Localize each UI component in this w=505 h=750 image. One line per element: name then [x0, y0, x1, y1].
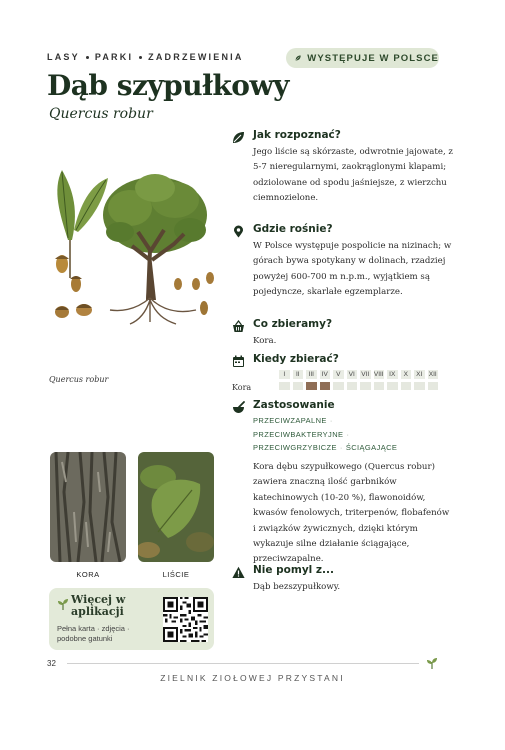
section-when [232, 353, 452, 369]
month-label: IV [319, 369, 332, 380]
leaf-icon [295, 53, 301, 63]
separator-dot [86, 56, 89, 59]
month-labels [278, 369, 439, 380]
harvest-row-label: Kora [232, 383, 252, 392]
section-title: Zastosowanie [253, 399, 335, 411]
month-cell [373, 381, 386, 391]
app-card-subtitle: Pełna karta · zdjęcia · podobne gatunki [57, 624, 130, 643]
section-body: Dąb bezszypułkowy. [253, 582, 341, 592]
section-title: Co zbieramy? [253, 318, 333, 330]
month-label: VI [346, 369, 359, 380]
category-item: LASY [47, 52, 80, 62]
month-cell [332, 381, 345, 391]
section-title: Gdzie rośnie? [253, 223, 333, 235]
month-label: II [292, 369, 305, 380]
app-card-title: Więcej w aplikacji [71, 593, 126, 618]
month-label: VII [359, 369, 372, 380]
illustration-caption: Quercus robur [49, 375, 109, 384]
section-body: Jego liście są skórzaste, odwrotnie jajowate, z 5-7 nieregularnymi, zaokrąglonymi klapami; odziolowane od spodu jaśniejsze, z wierzchu ciemnozielone. [253, 147, 453, 204]
photo-label-bark: KORA [76, 570, 100, 579]
occurrence-badge [286, 48, 439, 68]
acorns [55, 255, 92, 318]
usage-tag: ŚCIĄGAJĄCE [345, 443, 398, 453]
month-cell [413, 381, 426, 391]
leaf-icon [232, 131, 245, 144]
map-pin-icon [232, 225, 245, 238]
usage-tag: PRZECIWGRZYBICZE [253, 443, 337, 453]
usage-tag: PRZECIWBAKTERYJNE [253, 429, 344, 439]
oak-tree [103, 174, 207, 324]
month-cells [278, 381, 439, 391]
month-cell [386, 381, 399, 391]
footer-divider [67, 663, 419, 664]
plant-name: Dąb szypułkowy [47, 69, 289, 102]
photo-label-leaves: LIŚCIE [162, 570, 190, 579]
separator-dot [139, 56, 142, 59]
calendar-icon [232, 355, 245, 368]
section-recognize [232, 129, 452, 219]
section-title: Nie pomyl z... [253, 564, 335, 576]
tag-separator: · [329, 416, 333, 425]
section-usage [232, 399, 452, 415]
usage-tag: PRZECIWZAPALNE [253, 416, 327, 425]
qr-code-icon[interactable] [163, 597, 208, 642]
month-cell [359, 381, 372, 391]
page-number: 32 [47, 659, 56, 668]
month-cell [278, 381, 291, 391]
month-label: I [278, 369, 291, 380]
harvest-calendar [278, 369, 439, 391]
basket-icon [232, 320, 245, 333]
section-title: Jak rozpoznać? [253, 129, 341, 141]
month-label: X [400, 369, 413, 380]
category-breadcrumb [47, 52, 244, 62]
oak-illustration [50, 160, 218, 330]
sprout-icon [426, 657, 438, 669]
month-cell [346, 381, 359, 391]
section-collect [232, 318, 452, 350]
usage-body: Kora dębu szypułkowego (Quercus robur) zawiera znaczną ilość garbników katechinowych (10-20 %), flawonoidów, kwasów fenolowych, triterpenów, flobafenów i związków żywicznych, dzięki którym wykazuje silne działanie ściągające, przeciwzapalne. [253, 462, 450, 565]
month-cell-active [305, 381, 318, 391]
month-cell [427, 381, 440, 391]
month-label: III [305, 369, 318, 380]
month-label: XII [427, 369, 440, 380]
month-label: V [332, 369, 345, 380]
sprout-icon [57, 598, 69, 610]
section-title: Kiedy zbierać? [253, 353, 339, 365]
section-body: W Polsce występuje pospolicie na nizinach; w górach bywa spotykany w dolinach, rzadziej powyżej 600-700 m n.p.m., wyjątkiem są pojedyncze, skarlałe egzemplarze. [253, 241, 452, 298]
month-label: IX [386, 369, 399, 380]
section-body: Kora. [253, 336, 277, 346]
tag-separator: · [346, 429, 350, 439]
month-cell [400, 381, 413, 391]
usage-tags [253, 414, 453, 455]
badge-label: WYSTĘPUJE W POLSCE [307, 52, 439, 64]
acorn-cluster [174, 272, 214, 315]
section-confuse [232, 564, 452, 598]
month-label: VIII [373, 371, 384, 378]
section-where [232, 223, 452, 318]
category-item: ZADRZEWIENIA [148, 52, 244, 62]
category-item: PARKI [94, 52, 134, 62]
tag-separator: · [339, 443, 343, 453]
warning-icon [232, 566, 245, 579]
mortar-icon [232, 401, 245, 414]
plant-latin-name: Quercus robur [49, 106, 153, 122]
month-cell [292, 381, 305, 391]
month-cell-active [319, 381, 332, 391]
bark-photo [50, 452, 126, 562]
leaves-photo [138, 452, 214, 562]
app-promo-card[interactable] [49, 588, 214, 650]
month-label: XI [413, 369, 426, 380]
footer-book-title: ZIELNIK ZIOŁOWEJ PRZYSTANI [160, 673, 345, 683]
